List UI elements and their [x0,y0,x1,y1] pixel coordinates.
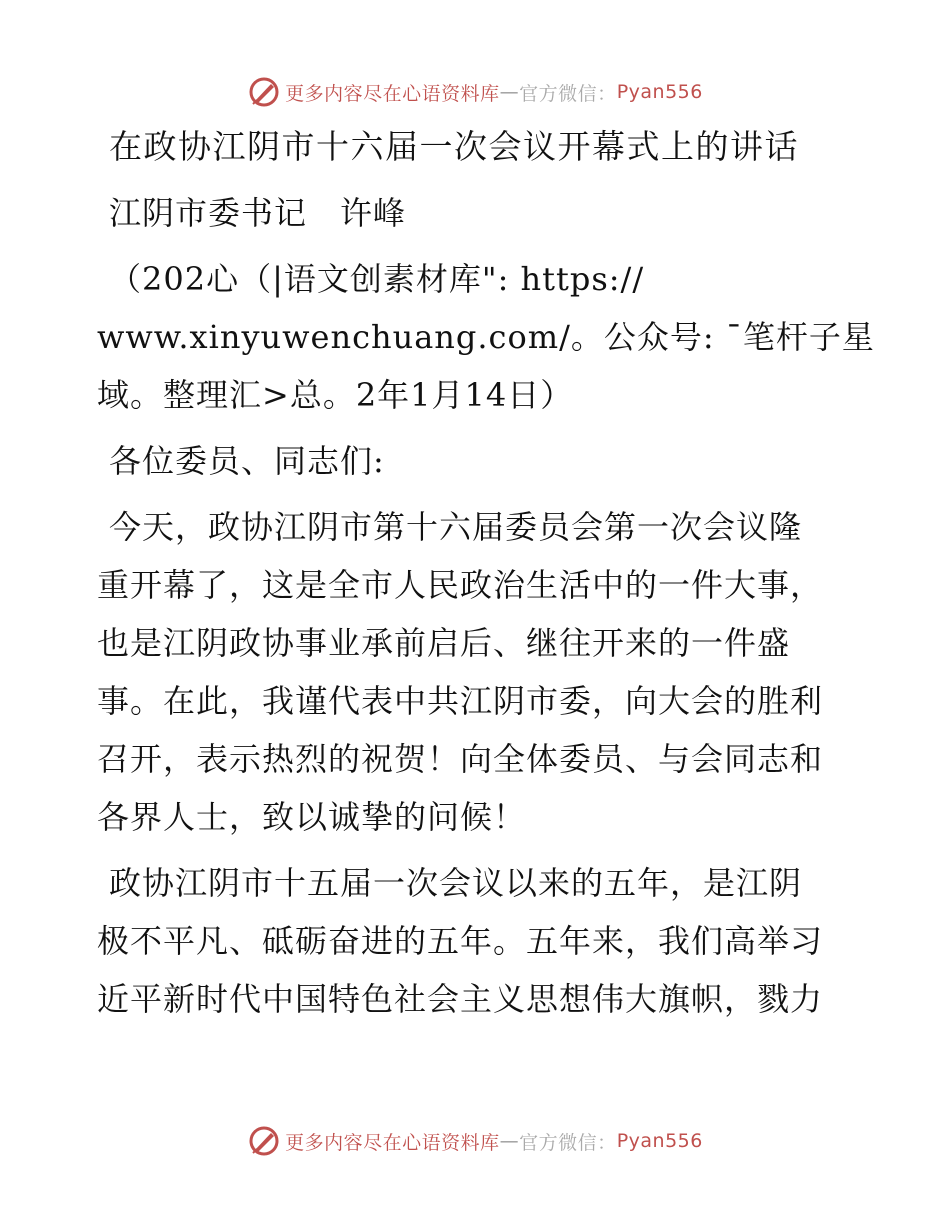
paragraph-line: 政协江阴市十五届一次会议以来的五年，是江阴 [109,864,803,902]
paragraph-line: 也是江阴政协事业承前启后、继往开来的一件盛 [97,624,791,662]
document-body [97,118,875,1028]
paragraph-line: 今天，政协江阴市第十六届委员会第一次会议隆 [109,508,803,546]
watermark-wechat-label: 官方微信： [519,82,617,105]
header-watermark [0,72,950,112]
source-note [97,250,875,424]
source-line: www.xinyuwenchuang.com/。公众号: ¯笔杆子星 [97,318,875,356]
source-line: 域。整理汇>总。2年1月14日） [97,376,574,414]
document-author: 江阴市委书记 许峰 [109,194,407,232]
document-title: 在政协江阴市十六届一次会议开幕式上的讲话 [109,127,799,166]
watermark-wechat-label: 官方微信： [519,1131,617,1154]
watermark-wechat-id: Pyan556 [616,1130,703,1152]
paragraph-1 [97,498,857,846]
paragraph-line: 召开，表示热烈的祝贺！向全体委员、与会同志和 [97,740,824,778]
footer-watermark [0,1121,950,1161]
paragraph-line: 重开幕了，这是全市人民政治生活中的一件大事， [97,566,824,604]
watermark-dash: — [499,81,520,103]
salutation: 各位委员、同志们: [109,442,385,480]
paragraph-line: 事。在此，我谨代表中共江阴市委，向大会的胜利 [97,682,824,720]
paragraph-line: 近平新时代中国特色社会主义思想伟大旗帜，戮力 [97,980,824,1018]
quill-logo-icon [247,75,281,109]
quill-logo-icon [247,1124,281,1158]
watermark-brand-text: 更多内容尽在心语资料库 [285,82,500,105]
watermark-dash: — [499,1130,520,1152]
watermark-wechat-id: Pyan556 [616,81,703,103]
watermark-brand-text: 更多内容尽在心语资料库 [285,1131,500,1154]
source-line: （202心（|语文创素材库": https:// [109,260,645,298]
paragraph-line: 各界人士，致以诚挚的问候！ [97,798,527,836]
paragraph-line: 极不平凡、砥砺奋进的五年。五年来，我们高举习 [97,922,824,960]
paragraph-2 [97,854,857,1028]
